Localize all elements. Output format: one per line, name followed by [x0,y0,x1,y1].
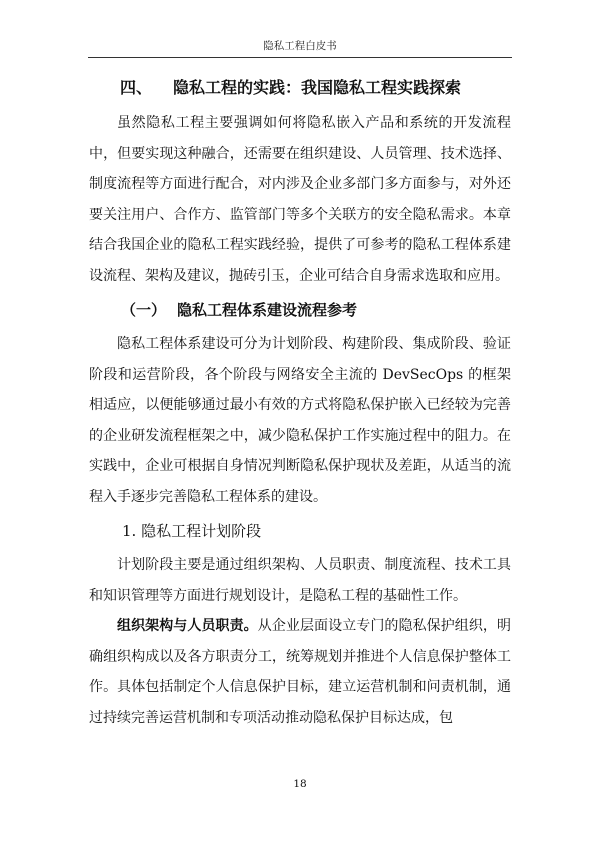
page-header: 隐私工程白皮书 [263,40,337,52]
page-content [89,70,511,733]
item-body-paragraph: 计划阶段主要是通过组织架构、人员职责、制度流程、技术工具和知识管理等方面进行规划设计，是隐私工程的基础性工作。 [89,557,511,604]
org-structure-text: 从企业层面设立专门的隐私保护组织，明确组织构成以及各方职责分工，统筹规划并推进个人信息保护整体工作。具体包括制定个人信息保护目标，建立运营机制和问责机制，通过持续完善运营机制和专项活动推动隐私保护目标达成，包 [89,618,512,726]
subsection-heading [89,291,511,329]
section-title: 隐私工程的实践：我国隐私工程实践探索 [173,78,462,97]
section-number: 四、 [120,78,153,97]
org-structure-lead: 组织架构与人员职责。 [117,618,258,634]
item-heading: 1. 隐私工程计划阶段 [122,522,262,540]
subsection-body-paragraph: 隐私工程体系建设可分为计划阶段、构建阶段、集成阶段、验证阶段和运营阶段，各个阶段与网络安全主流的 DevSecOps 的框架相适应，以便能够通过最小有效的方式将隐私保护嵌入已经较为完善的企业研发流程框架之中，减少隐私保护工作实施过程中的阻力。在实践中，企业可根据自身情况判断隐私保护现状及差距，从适当的流程入手逐步完善隐私工程体系的建设。 [89,336,511,505]
subsection-title: 隐私工程体系建设流程参考 [177,301,358,319]
section-intro-paragraph: 虽然隐私工程主要强调如何将隐私嵌入产品和系统的开发流程中，但要实现这种融合，还需要在组织建设、人员管理、技术选择、制度流程等方面进行配合，对内涉及企业多部门多方面参与，对外还要关注用户、合作方、监管部门等多个关联方的安全隐私需求。本章结合我国企业的隐私工程实践经验，提供了可参考的隐私工程体系建设流程、架构及建议，抛砖引玉，企业可结合自身需求选取和应用。 [89,115,511,284]
header-rule [88,57,512,58]
page-number: 18 [293,778,307,790]
org-structure-paragraph [89,611,511,733]
section-heading [89,70,511,106]
subsection-number: （一） [121,301,167,319]
